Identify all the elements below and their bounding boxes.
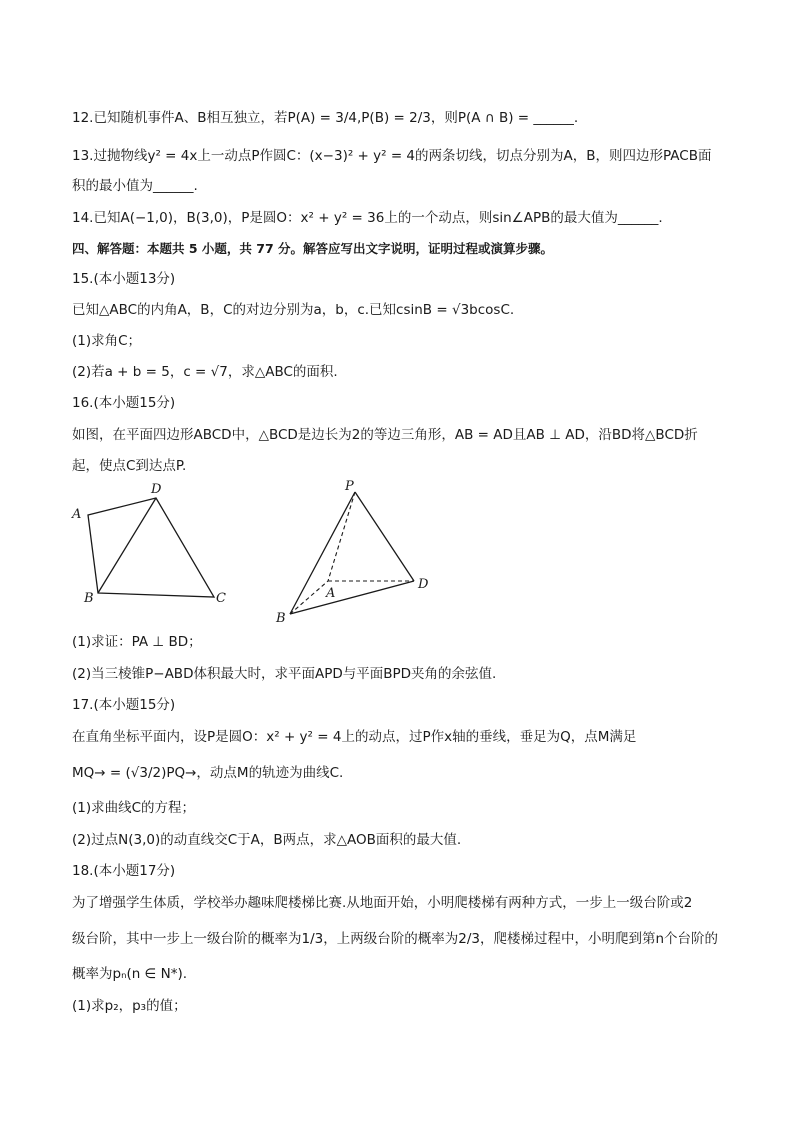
question-18-stem-line3: 概率为pₙ(n ∈ N*). [72,966,188,982]
question-16-header: 16.(本小题15分) [72,395,176,411]
label-b: B [276,611,286,626]
quadrilateral-outline [88,498,214,597]
question-15-header: 15.(本小题13分) [72,271,176,287]
question-17-part1: (1)求曲线C的方程； [72,800,196,816]
edge-pa-hidden [328,492,355,581]
question-16-stem-line2: 起，使点C到达点P. [72,458,187,474]
question-17-stem-line1: 在直角坐标平面内，设P是圆O：x² + y² = 4上的动点，过P作x轴的垂线，垂足为Q，点M满足 [72,729,637,745]
question-15-stem: 已知△ABC的内角A，B，C的对边分别为a，b，c.已知csinB = √3bcosC. [72,302,515,318]
question-16-part1: (1)求证：PA ⊥ BD； [72,634,202,650]
question-15-part2: (2)若a + b = 5，c = √7，求△ABC的面积. [72,364,338,380]
question-17-header: 17.(本小题15分) [72,697,176,713]
edge-pd [355,492,414,581]
question-16-stem-line1: 如图，在平面四边形ABCD中，△BCD是边长为2的等边三角形，AB = AD且AB ⊥ AD，沿BD将△BCD折 [72,427,698,443]
label-b: B [84,591,94,606]
figure-quadrilateral-abcd [66,478,236,608]
edge-bp [290,492,355,614]
label-a: A [72,507,82,522]
label-a: A [326,586,336,601]
question-18-part1: (1)求p₂，p₃的值； [72,998,187,1014]
label-c: C [216,591,226,606]
question-18-stem-line1: 为了增强学生体质，学校举办趣味爬楼梯比赛.从地面开始，小明爬楼梯有两种方式，一步上一级台阶或2 [72,895,693,911]
figure-tetrahedron-pabd [270,476,440,626]
label-d: D [418,577,429,592]
question-14: 14.已知A(−1,0)，B(3,0)，P是圆O：x² + y² = 36上的一个动点，则sin∠APB的最大值为______. [72,210,663,226]
label-p: P [345,479,354,494]
question-13-line1: 13.过抛物线y² = 4x上一动点P作圆C：(x−3)² + y² = 4的两条切线，切点分别为A，B，则四边形PACB面 [72,148,712,164]
question-12: 12.已知随机事件A、B相互独立，若P(A) = 3/4,P(B) = 2/3，则P(A ∩ B) = ______. [72,110,579,126]
question-15-part1: (1)求角C； [72,333,142,349]
question-18-header: 18.(本小题17分) [72,863,176,879]
label-d: D [151,482,162,497]
question-13-line2: 积的最小值为______. [72,178,198,194]
question-18-stem-line2: 级台阶，其中一步上一级台阶的概率为1/3，上两级台阶的概率为2/3，爬楼梯过程中，小明爬到第n个台阶的 [72,931,719,947]
diagonal-bd [98,498,156,593]
question-16-part2: (2)当三棱锥P−ABD体积最大时，求平面APD与平面BPD夹角的余弦值. [72,666,497,682]
question-17-part2: (2)过点N(3,0)的动直线交C于A，B两点，求△AOB面积的最大值. [72,832,462,848]
question-17-stem-line2: MQ→ = (√3/2)PQ→，动点M的轨迹为曲线C. [72,765,344,781]
section-4-heading: 四、解答题：本题共 5 小题，共 77 分。解答应写出文字说明，证明过程或演算步骤。 [72,241,554,256]
